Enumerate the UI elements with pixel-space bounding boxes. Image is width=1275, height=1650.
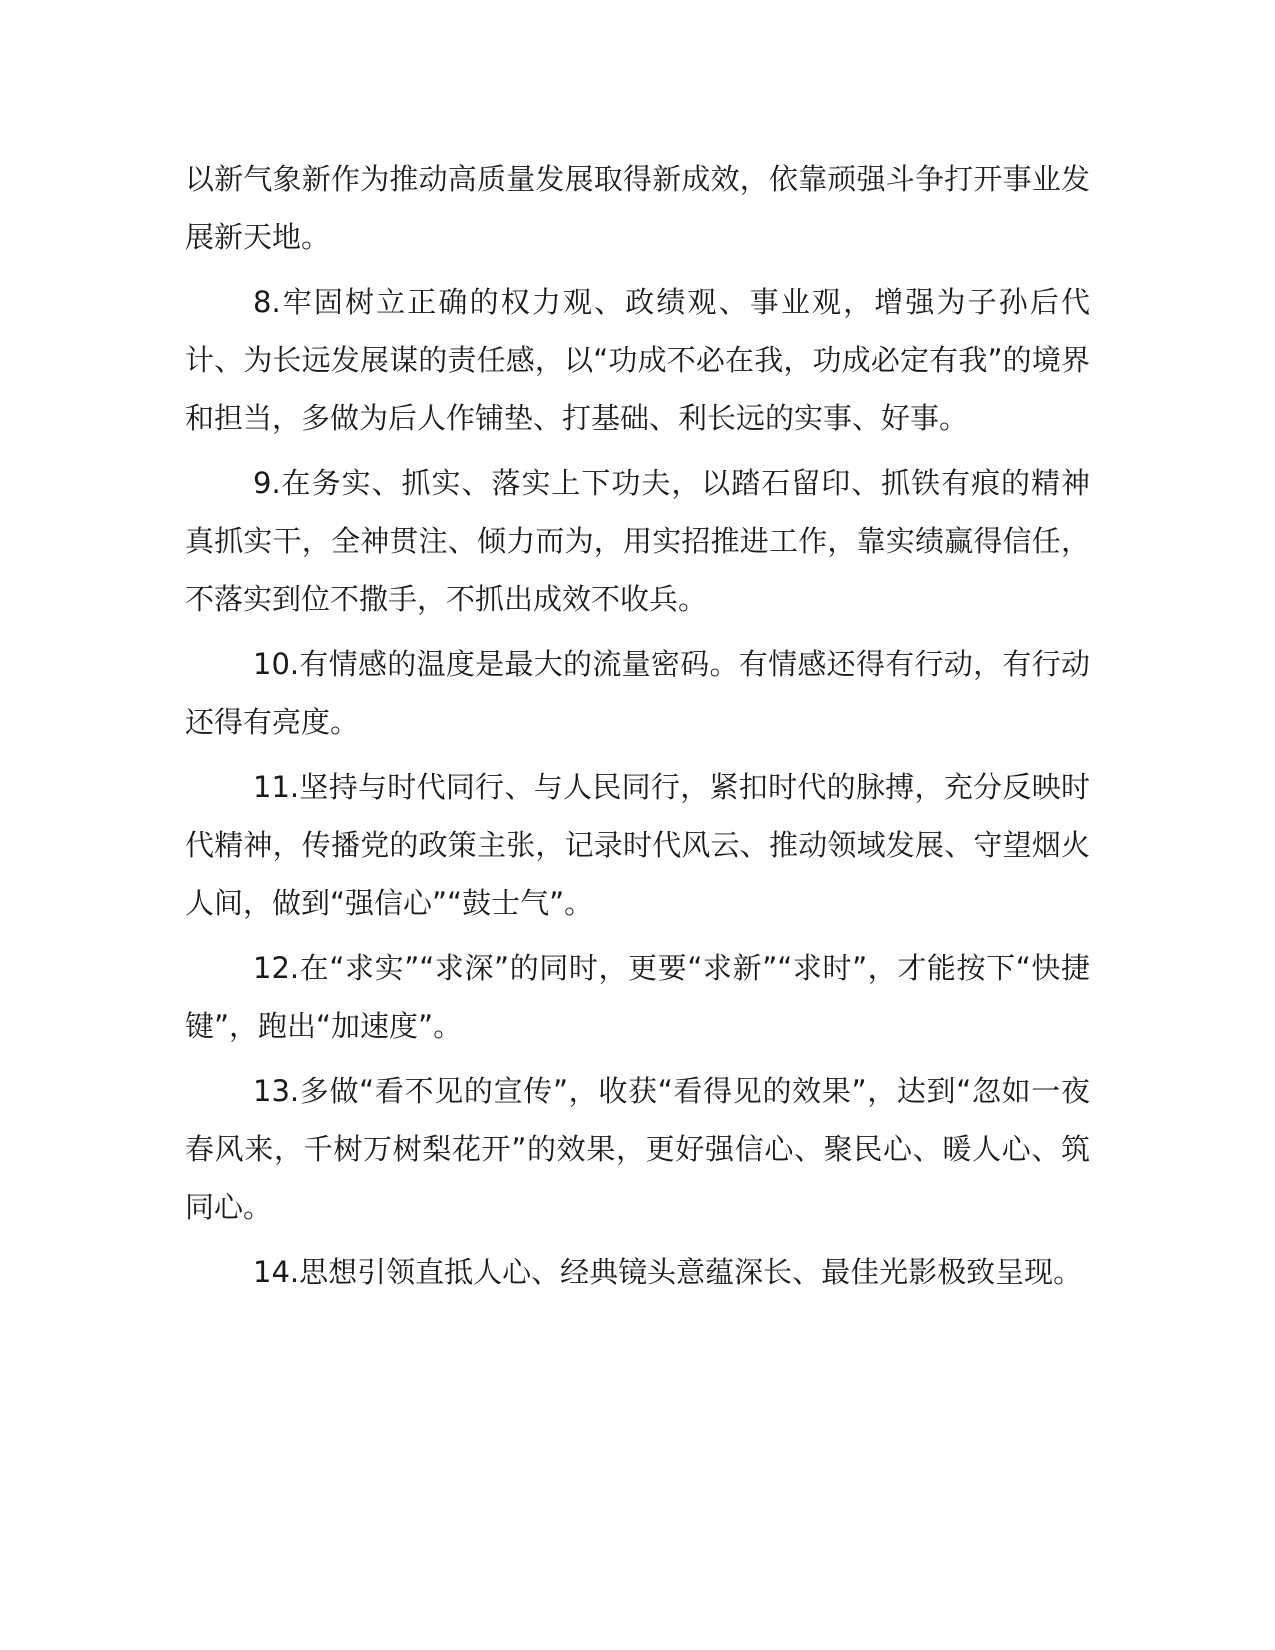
- paragraph-item-11: 11.坚持与时代同行、与人民同行，紧扣时代的脉搏，充分反映时代精神，传播党的政策主张，记录时代风云、推动领域发展、守望烟火人间，做到“强信心”“鼓士气”。: [185, 770, 1090, 920]
- paragraph-item-9: 9.在务实、抓实、落实上下功夫，以踏石留印、抓铁有痕的精神真抓实干，全神贯注、倾力而为，用实招推进工作，靠实绩赢得信任，不落实到位不撒手，不抓出成效不收兵。: [185, 466, 1090, 616]
- paragraph-item-10: 10.有情感的温度是最大的流量密码。有情感还得有行动，有行动还得有亮度。: [185, 647, 1090, 739]
- paragraph-item-13: 13.多做“看不见的宣传”，收获“看得见的效果”，达到“忽如一夜春风来，千树万树梨花开”的效果，更好强信心、聚民心、暖人心、筑同心。: [185, 1074, 1090, 1224]
- paragraph-continuation: 以新气象新作为推动高质量发展取得新成效，依靠顽强斗争打开事业发展新天地。: [185, 162, 1090, 254]
- document-body: [185, 150, 1090, 1308]
- paragraph-item-12: 12.在“求实”“求深”的同时，更要“求新”“求时”，才能按下“快捷键”，跑出“加速度”。: [185, 951, 1090, 1043]
- paragraph-item-8: 8.牢固树立正确的权力观、政绩观、事业观，增强为子孙后代计、为长远发展谋的责任感，以“功成不必在我，功成必定有我”的境界和担当，多做为后人作铺垫、打基础、利长远的实事、好事。: [185, 285, 1090, 435]
- paragraph-item-14: 14.思想引领直抵人心、经典镜头意蕴深长、最佳光影极致呈现。: [253, 1255, 1083, 1289]
